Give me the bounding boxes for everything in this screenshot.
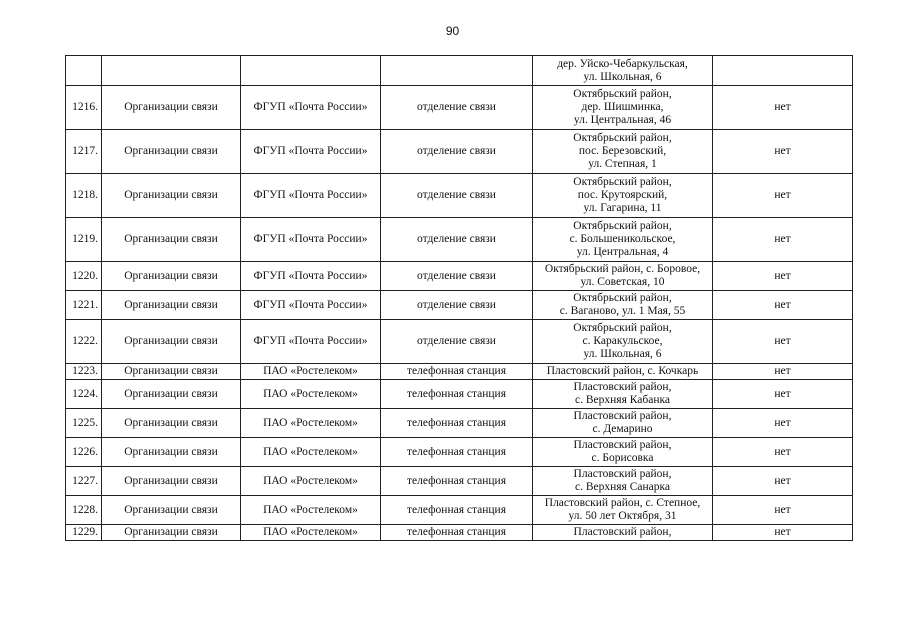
cell-value: нет [713, 364, 853, 380]
cell-object: телефонная станция [381, 409, 533, 438]
cell-num: 1219. [66, 218, 102, 262]
cell-category: Организации связи [102, 364, 241, 380]
cell-organization: ПАО «Ростелеком» [241, 364, 381, 380]
cell-object: телефонная станция [381, 380, 533, 409]
cell-address [533, 409, 713, 438]
cell-organization: ПАО «Ростелеком» [241, 380, 381, 409]
cell-organization: ФГУП «Почта России» [241, 291, 381, 320]
table-row [66, 525, 853, 541]
address-line: Пластовский район, [573, 439, 672, 451]
cell-object: отделение связи [381, 174, 533, 218]
cell-organization: ПАО «Ростелеком» [241, 525, 381, 541]
cell-object: отделение связи [381, 291, 533, 320]
address-line: Октябрьский район, с. Боровое, [544, 263, 701, 275]
cell-value: нет [713, 496, 853, 525]
cell-num: 1224. [66, 380, 102, 409]
cell-organization: ФГУП «Почта России» [241, 174, 381, 218]
cell-category: Организации связи [102, 496, 241, 525]
cell-category: Организации связи [102, 174, 241, 218]
cell-organization: ФГУП «Почта России» [241, 320, 381, 364]
cell-organization: ПАО «Ростелеком» [241, 467, 381, 496]
table-row [66, 320, 853, 364]
table-row-continued [66, 56, 853, 86]
cell-organization: ПАО «Ростелеком» [241, 409, 381, 438]
address-line: пос. Крутоярский, [577, 189, 668, 201]
cell-object: отделение связи [381, 320, 533, 364]
cell-category: Организации связи [102, 438, 241, 467]
cell-address [533, 496, 713, 525]
address-line: Пластовский район, с. Степное, [544, 497, 701, 509]
address-line: с. Верхняя Санарка [574, 481, 671, 493]
cell-category: Организации связи [102, 320, 241, 364]
address-line: ул. Школьная, 6 [583, 348, 662, 360]
cell-category: Организации связи [102, 291, 241, 320]
cell-address [533, 218, 713, 262]
cell-address [533, 86, 713, 130]
cell-address [533, 262, 713, 291]
cell-object: телефонная станция [381, 364, 533, 380]
table-row [66, 291, 853, 320]
cell-category: Организации связи [102, 525, 241, 541]
cell-category: Организации связи [102, 409, 241, 438]
address-line: Пластовский район, [573, 526, 672, 538]
address-line: ул. Школьная, 6 [583, 70, 662, 83]
cell-organization: ФГУП «Почта России» [241, 262, 381, 291]
cell-num: 1216. [66, 86, 102, 130]
table-row [66, 496, 853, 525]
table-row [66, 174, 853, 218]
table-body [66, 56, 853, 541]
cell-num: 1227. [66, 467, 102, 496]
cell-object: телефонная станция [381, 525, 533, 541]
address-line: ул. Центральная, 4 [576, 246, 669, 258]
address-line: ул. Степная, 1 [588, 158, 657, 170]
address-line: ул. Гагарина, 11 [583, 202, 662, 214]
cell-address [533, 467, 713, 496]
cell-organization [241, 56, 381, 86]
cell-address [533, 174, 713, 218]
address-line: с. Борисовка [591, 452, 654, 464]
cell-object: отделение связи [381, 218, 533, 262]
cell-category [102, 56, 241, 86]
address-line: Октябрьский район, [573, 176, 672, 188]
cell-value: нет [713, 218, 853, 262]
cell-num: 1225. [66, 409, 102, 438]
cell-organization: ФГУП «Почта России» [241, 130, 381, 174]
cell-num: 1229. [66, 525, 102, 541]
cell-num [66, 56, 102, 86]
table-row [66, 380, 853, 409]
cell-address [533, 291, 713, 320]
cell-address [533, 364, 713, 380]
cell-organization: ПАО «Ростелеком» [241, 496, 381, 525]
table-row [66, 262, 853, 291]
address-line: с. Верхняя Кабанка [575, 394, 670, 406]
address-line: с. Ваганово, ул. 1 Мая, 55 [559, 305, 686, 317]
cell-category: Организации связи [102, 467, 241, 496]
address-line: пос. Березовский, [578, 145, 667, 157]
cell-value: нет [713, 86, 853, 130]
address-line: ул. Центральная, 46 [573, 114, 672, 126]
address-line: Октябрьский район, [573, 132, 672, 144]
cell-address [533, 320, 713, 364]
cell-num: 1217. [66, 130, 102, 174]
cell-value: нет [713, 262, 853, 291]
address-line: Пластовский район, [573, 468, 672, 480]
table-row [66, 86, 853, 130]
cell-object: отделение связи [381, 86, 533, 130]
cell-organization: ПАО «Ростелеком» [241, 438, 381, 467]
address-line: Октябрьский район, [573, 220, 672, 232]
address-line: дер. Шишминка, [581, 101, 664, 113]
cell-num: 1220. [66, 262, 102, 291]
cell-num: 1222. [66, 320, 102, 364]
cell-value: нет [713, 467, 853, 496]
cell-value: нет [713, 525, 853, 541]
cell-object: телефонная станция [381, 438, 533, 467]
cell-value: нет [713, 174, 853, 218]
address-line: ул. 50 лет Октября, 31 [568, 510, 677, 522]
cell-num: 1226. [66, 438, 102, 467]
table-row [66, 467, 853, 496]
cell-category: Организации связи [102, 262, 241, 291]
cell-object: телефонная станция [381, 496, 533, 525]
cell-object: отделение связи [381, 130, 533, 174]
table-row [66, 364, 853, 380]
cell-value: нет [713, 130, 853, 174]
cell-category: Организации связи [102, 380, 241, 409]
cell-organization: ФГУП «Почта России» [241, 218, 381, 262]
cell-value: нет [713, 409, 853, 438]
address-line: Октябрьский район, [573, 292, 672, 304]
address-line: Пластовский район, [573, 410, 672, 422]
page-number: 90 [445, 24, 460, 38]
table-row [66, 409, 853, 438]
cell-num: 1221. [66, 291, 102, 320]
address-line: с. Большеникольское, [569, 233, 676, 245]
address-line: с. Демарино [592, 423, 653, 435]
cell-address [533, 56, 713, 86]
address-line: Октябрьский район, [573, 88, 672, 100]
cell-address [533, 130, 713, 174]
table-row [66, 218, 853, 262]
cell-object [381, 56, 533, 86]
cell-num: 1223. [66, 364, 102, 380]
cell-value: нет [713, 320, 853, 364]
cell-value [713, 56, 853, 86]
cell-object: телефонная станция [381, 467, 533, 496]
cell-value: нет [713, 291, 853, 320]
address-line: Октябрьский район, [573, 322, 672, 334]
cell-num: 1228. [66, 496, 102, 525]
cell-address [533, 380, 713, 409]
cell-num: 1218. [66, 174, 102, 218]
table-row [66, 438, 853, 467]
cell-category: Организации связи [102, 86, 241, 130]
address-line: дер. Уйско-Чебаркульская, [557, 57, 688, 70]
address-line: с. Каракульское, [582, 335, 663, 347]
address-line: Пластовский район, [573, 381, 672, 393]
cell-value: нет [713, 380, 853, 409]
cell-value: нет [713, 438, 853, 467]
cell-object: отделение связи [381, 262, 533, 291]
cell-address [533, 525, 713, 541]
address-line: ул. Советская, 10 [580, 276, 665, 288]
address-line: Пластовский район, с. Кочкарь [546, 365, 699, 377]
objects-table [65, 55, 853, 541]
cell-category: Организации связи [102, 130, 241, 174]
cell-address [533, 438, 713, 467]
cell-category: Организации связи [102, 218, 241, 262]
cell-organization: ФГУП «Почта России» [241, 86, 381, 130]
table-row [66, 130, 853, 174]
